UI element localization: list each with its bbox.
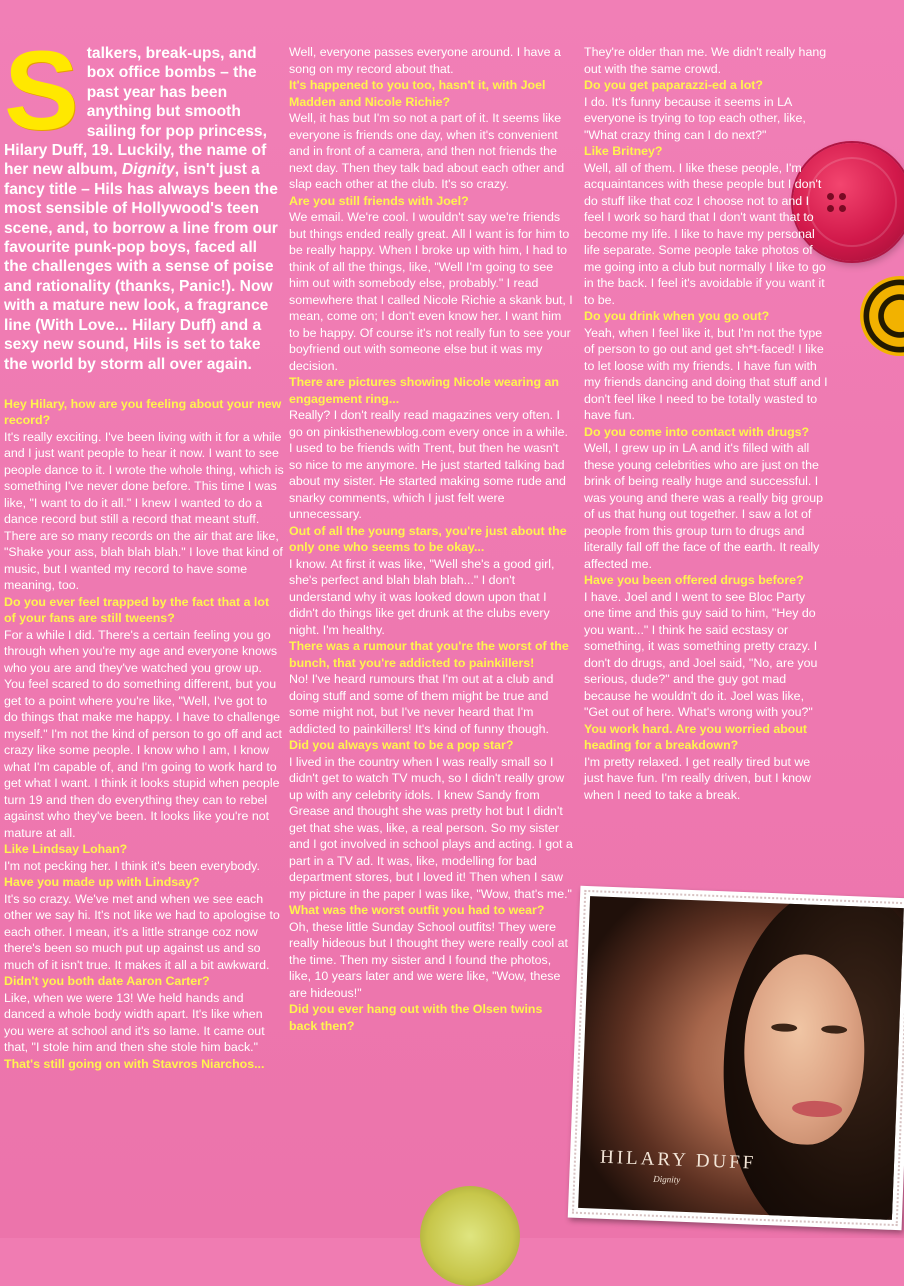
answer: I'm pretty relaxed. I get really tired but we just have fun. I'm really driven, but I know when I need to take a break. <box>584 754 811 802</box>
question: Didn't you both date Aaron Carter? <box>4 974 210 989</box>
question: Have you been offered drugs before? <box>584 573 804 587</box>
qa-column-1 <box>4 396 284 1073</box>
answer: I have. Joel and I went to see Bloc Party one time and this guy said to him, "Hey do you want..." I think he said ecstasy or something, it was something pretty crazy. I don't do drugs, and Joel said, "No, are you serious, dude?" and the guy got mad because he wouldn't do it. Joel was like, "Get out of here. What's wrong with you?" <box>584 589 818 719</box>
qa-column-2 <box>289 44 574 1034</box>
cover-artist: HILARY DUFF <box>599 1146 757 1174</box>
question: What was the worst outfit you had to wear? <box>289 903 545 917</box>
intro-paragraph <box>4 28 284 374</box>
intro-rest: , isn't just a fancy title – Hils has always been the most sensible of Hollywood's teen scene, and, to borrow a line from our favourite punk-pop boys, faced all the challenges with a sense of poise and rationality (thanks, Panic!). Now with a mature new look, a fragrance line (With Love... Hilary Duff) and a sexy new sound, Hils is set to take the world by storm all over again. <box>4 161 278 373</box>
yellow-ring-decoration <box>860 276 904 356</box>
answer: We email. We're cool. I wouldn't say we're friends but things ended really great. All I want is for him to be really happy. When I broke up with him, I had to think of all the things, like, "Well I'm going to see him out with somebody else, probably." I read somewhere that I called Nicole Richie a skank but, I mean, come on; I don't even know her. I want him to be happy. Of course it's not really fun to see your boyfriend out with someone else but it was my decision. <box>289 210 573 373</box>
question: Did you ever hang out with the Olsen twins back then? <box>289 1002 543 1033</box>
album-name: Dignity <box>121 161 175 179</box>
question: Out of all the young stars, you're just about the only one who seems to be okay... <box>289 523 567 554</box>
question: Are you still friends with Joel? <box>289 193 469 208</box>
answer: I'm not pecking her. I think it's been everybody. <box>4 858 260 873</box>
album-cover-photo <box>568 886 904 1231</box>
portrait-image <box>578 896 904 1220</box>
answer: No! I've heard rumours that I'm out at a club and doing stuff and some of them might be true and some might not, but I've never heard that I'm addicted to painkillers! It's kind of funny though. <box>289 672 554 736</box>
cover-title: Dignity <box>653 1173 681 1185</box>
answer: Like, when we were 13! We held hands and danced a whole body width apart. It's like when you were at school and it's so lame. It came out that, "I stole him and then she stole him back." <box>4 990 265 1055</box>
question: Do you ever feel trapped by the fact that a lot of your fans are still tweens? <box>4 594 270 626</box>
question: There are pictures showing Nicole wearing an engagement ring... <box>289 375 559 406</box>
green-button-decoration <box>420 1186 520 1286</box>
column-2 <box>289 44 574 1034</box>
answer: Yeah, when I feel like it, but I'm not the type of person to go out and get sh*t-faced! I like to let loose with my friends. I have fun with my friends dancing and doing that stuff and I don't feel like I need to be totally wasted to have fun. <box>584 325 828 422</box>
answer: Well, everyone passes everyone around. I have a song on my record about that. <box>289 45 561 76</box>
question: Do you get paparazzi-ed a lot? <box>584 78 763 92</box>
answer: Well, I grew up in LA and it's filled with all these young celebrities who are just on the brink of being really huge and successful. I was young and there was a really big group of us that hung out together. I saw a lot of people from this group turn to drugs and literally fall off the face of the earth. It really affected me. <box>584 441 824 571</box>
answer: I do. It's funny because it seems in LA everyone is trying to top each other, like, "What crazy thing can I do next?" <box>584 94 806 142</box>
column-1 <box>4 28 284 1072</box>
intro-lead: talkers, break-ups, and box office bombs – the past year has been anything but smooth sailing for pop princess, Hilary Duff, 19. Luckily, the name of her new album, <box>4 45 267 179</box>
column-3 <box>584 44 829 803</box>
question: Do you drink when you go out? <box>584 309 770 323</box>
answer: It's so crazy. We've met and when we see each other we say hi. It's not like we had to apologise to each other. I mean, it's a little strange coz now there's been so much put up against us and so much of it isn't true. It makes it all a bit awkward. <box>4 891 280 972</box>
answer: I lived in the country when I was really small so I didn't get to watch TV much, so I didn't really grow up with any celebrity idols. I knew Sandy from Grease and thought she was pretty hot but I didn't get that she was, like, a real person. So my sister and I got involved in school plays and acting. I got a part in a TV ad. It was, like, modelling for bad department stores, but I loved it! Then when I saw my picture in the paper I was like, "Wow, that's me." <box>289 754 573 901</box>
question: Like Lindsay Lohan? <box>4 842 128 857</box>
question: Hey Hilary, how are you feeling about your new record? <box>4 396 282 428</box>
answer: For a while I did. There's a certain feeling you go through when you're my age and everyone knows who you are and they've watched you grow up. You feel scared to do something different, but you get to a point where you're like, "Well, I've got to do things that make me happy. I have to challenge myself." I'm not the kind of person to go off and act crazy like some people. I know who I am, I know what I'm capable of, and I'm going to work hard to get what I want. I think it looks stupid when people turn 19 and then do everything they can to rebel against who they've been. It looks like you're not mature at all. <box>4 627 282 840</box>
question: That's still going on with Stavros Niarchos... <box>4 1056 265 1071</box>
answer: Well, it has but I'm so not a part of it. It seems like everyone is friends one day, when it's convenient and in front of a camera, and then not friends the next day. Then they talk bad about each other and slap each other at the club. It's so crazy. <box>289 111 565 191</box>
drop-cap: S <box>4 28 79 153</box>
question: Have you made up with Lindsay? <box>4 875 200 890</box>
question: Like Britney? <box>584 144 663 158</box>
qa-column-3 <box>584 44 829 803</box>
answer: They're older than me. We didn't really hang out with the same crowd. <box>584 45 827 76</box>
answer: Really? I don't really read magazines very often. I go on pinkisthenewblog.com every once in a while. I used to be friends with Trent, but then he wasn't so nice to me anymore. He just started talking bad about my sister. He started making some rude and snarky comments, which I just felt were unnecessary. <box>289 408 568 521</box>
answer: Well, all of them. I like these people, I'm acquaintances with these people but I don't do stuff like that coz I choose not to and I feel I work so hard that I don't want that to become my life. I like to have my personal life separate. Some people take photos of me going into a club but normally I like to go in the back. I feel it's avoidable if you want it to be. <box>584 160 826 307</box>
button-hole <box>839 193 846 200</box>
answer: It's really exciting. I've been living with it for a while and I just want people to hear it now. I want to see people dance to it. I wrote the whole thing, which is something I've never done before. This time I was like, "I want to do it all." I knew I wanted to do a dance record but still a record that meant stuff. There are so many records on the air that are like, "Shake your ass, blah blah blah." I love that kind of music, but I wanted my record to have some meaning, too. <box>4 429 284 593</box>
question: There was a rumour that you're the worst of the bunch, that you're addicted to painkillers! <box>289 639 569 670</box>
answer: Oh, these little Sunday School outfits! They were really hideous but I thought they were really cool at the time. Then my sister and I found the photos, like, 10 years later and we were like, "Wow, these are hideous!" <box>289 919 568 1000</box>
question: Do you come into contact with drugs? <box>584 424 810 439</box>
question: You work hard. Are you worried about heading for a breakdown? <box>584 721 808 752</box>
question: It's happened to you too, hasn't it, with Joel Madden and Nicole Richie? <box>289 78 546 109</box>
button-hole <box>839 205 846 212</box>
answer: I know. At first it was like, "Well she's a good girl, she's perfect and blah blah blah..." I don't understand why it was looked down upon that I didn't do things like get drunk at the clubs every night. I'm healthy. <box>289 556 555 637</box>
question: Did you always want to be a pop star? <box>289 738 514 752</box>
